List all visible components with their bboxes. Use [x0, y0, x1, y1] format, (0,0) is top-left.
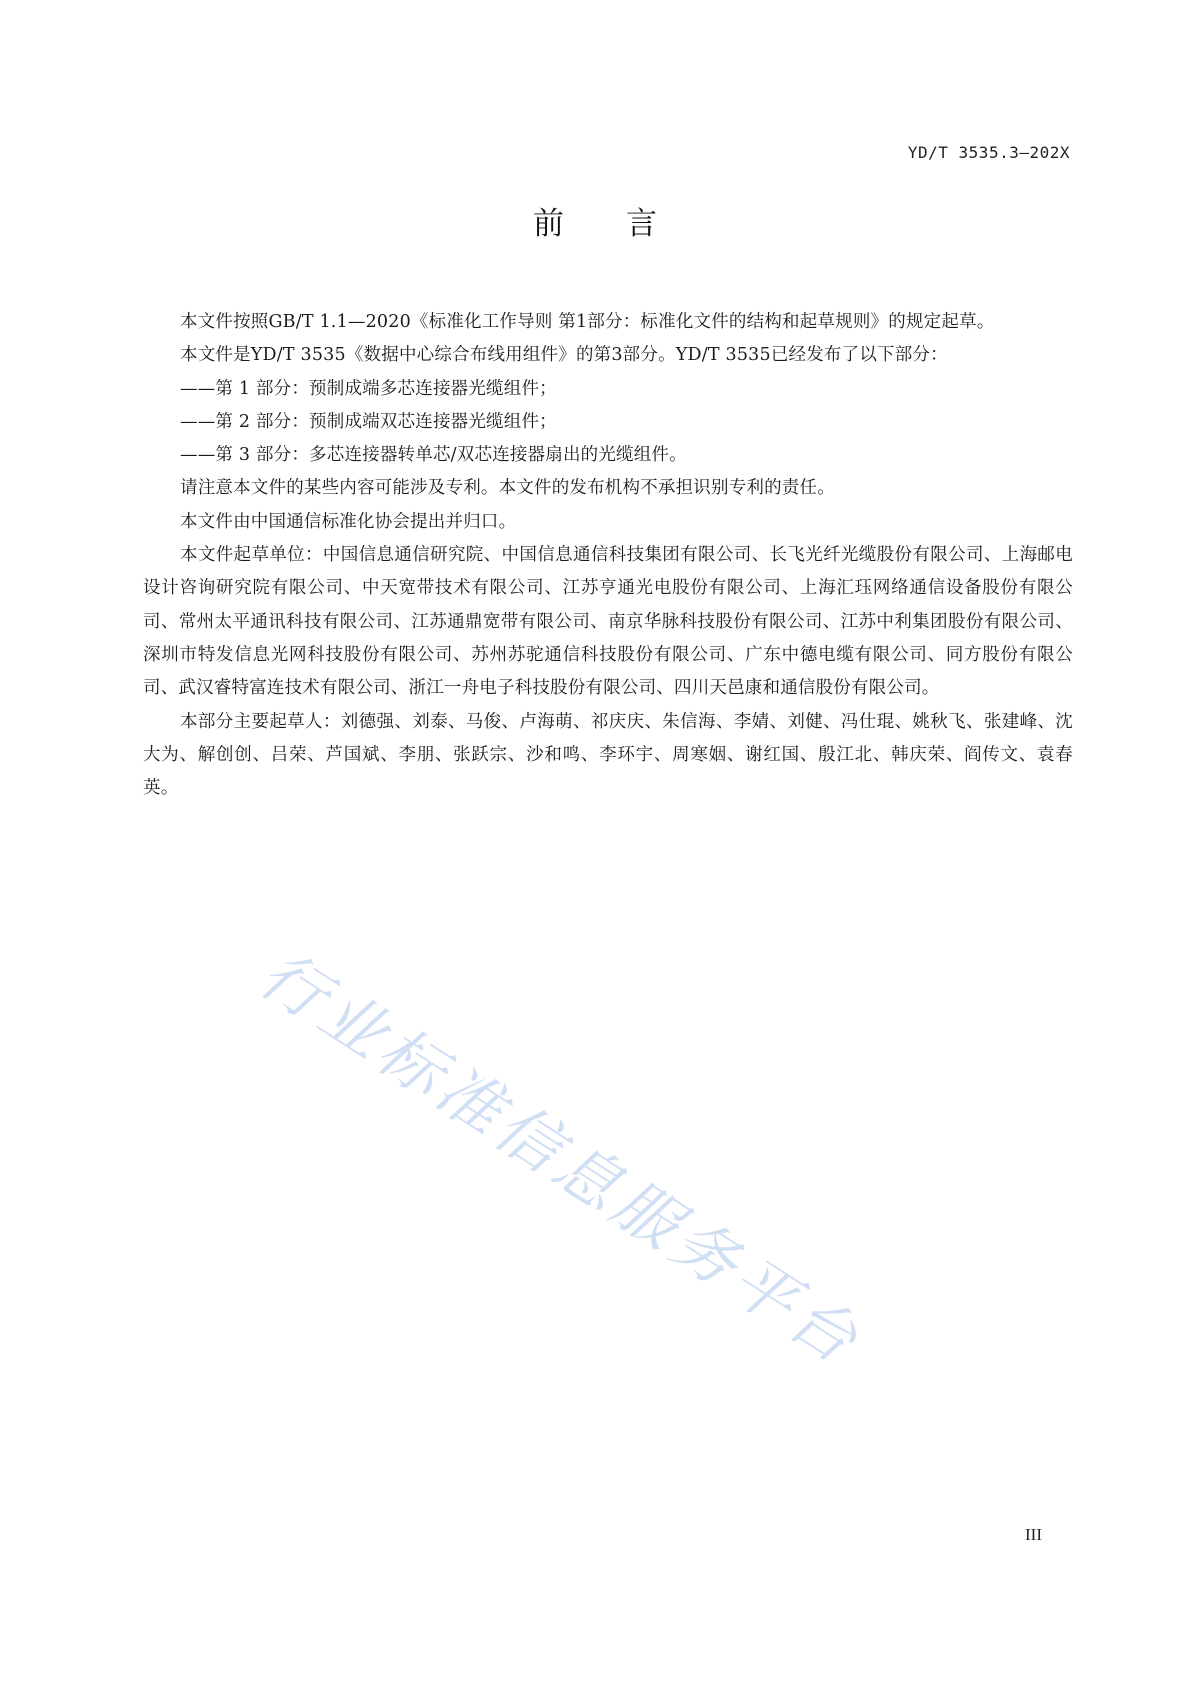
foreword-body: [143, 306, 1073, 805]
list-item-part-3: ——第 3 部分：多芯连接器转单芯/双芯连接器扇出的光缆组件。: [180, 445, 687, 466]
paragraph-drafting-units: 本文件起草单位：中国信息通信研究院、中国信息通信科技集团有限公司、长飞光纤光缆股份有限公司、上海邮电设计咨询研究院有限公司、中天宽带技术有限公司、江苏亨通光电股份有限公司、上海汇珏网络通信设备股份有限公司、常州太平通讯科技有限公司、江苏通鼎宽带有限公司、南京华脉科技股份有限公司、江苏中利集团股份有限公司、深圳市特发信息光网科技股份有限公司、苏州苏驼通信科技股份有限公司、广东中德电缆有限公司、同方股份有限公司、武汉睿特富连技术有限公司、浙江一舟电子科技股份有限公司、四川天邑康和通信股份有限公司。: [143, 545, 1073, 699]
paragraph-proposer: 本文件由中国通信标准化协会提出并归口。: [180, 511, 517, 532]
paragraph-drafting-rules: 本文件按照GB/T 1.1—2020《标准化工作导则 第1部分：标准化文件的结构和起草规则》的规定起草。: [180, 312, 995, 332]
paragraph-series-intro: 本文件是YD/T 3535《数据中心综合布线用组件》的第3部分。YD/T 3535已经发布了以下部分：: [180, 345, 948, 366]
page-title: 前言: [533, 206, 719, 242]
watermark: 行业标准信息服务平台: [246, 937, 874, 1381]
paragraph-patent-notice: 请注意本文件的某些内容可能涉及专利。本文件的发布机构不承担识别专利的责任。: [180, 478, 835, 499]
list-item-part-2: ——第 2 部分：预制成端双芯连接器光缆组件；: [180, 411, 557, 432]
page-number: III: [1025, 1525, 1042, 1544]
list-item-part-1: ——第 1 部分：预制成端多芯连接器光缆组件；: [180, 378, 557, 399]
document-code: YD/T 3535.3—202X: [907, 143, 1070, 162]
paragraph-drafters: 本部分主要起草人：刘德强、刘泰、马俊、卢海萌、祁庆庆、朱信海、李婧、刘健、冯仕琨、姚秋飞、张建峰、沈大为、解创创、吕荣、芦国斌、李朋、张跃宗、沙和鸣、李环宇、周寒姻、谢红国、殷江北、韩庆荣、阎传文、袁春英。: [143, 711, 1073, 799]
